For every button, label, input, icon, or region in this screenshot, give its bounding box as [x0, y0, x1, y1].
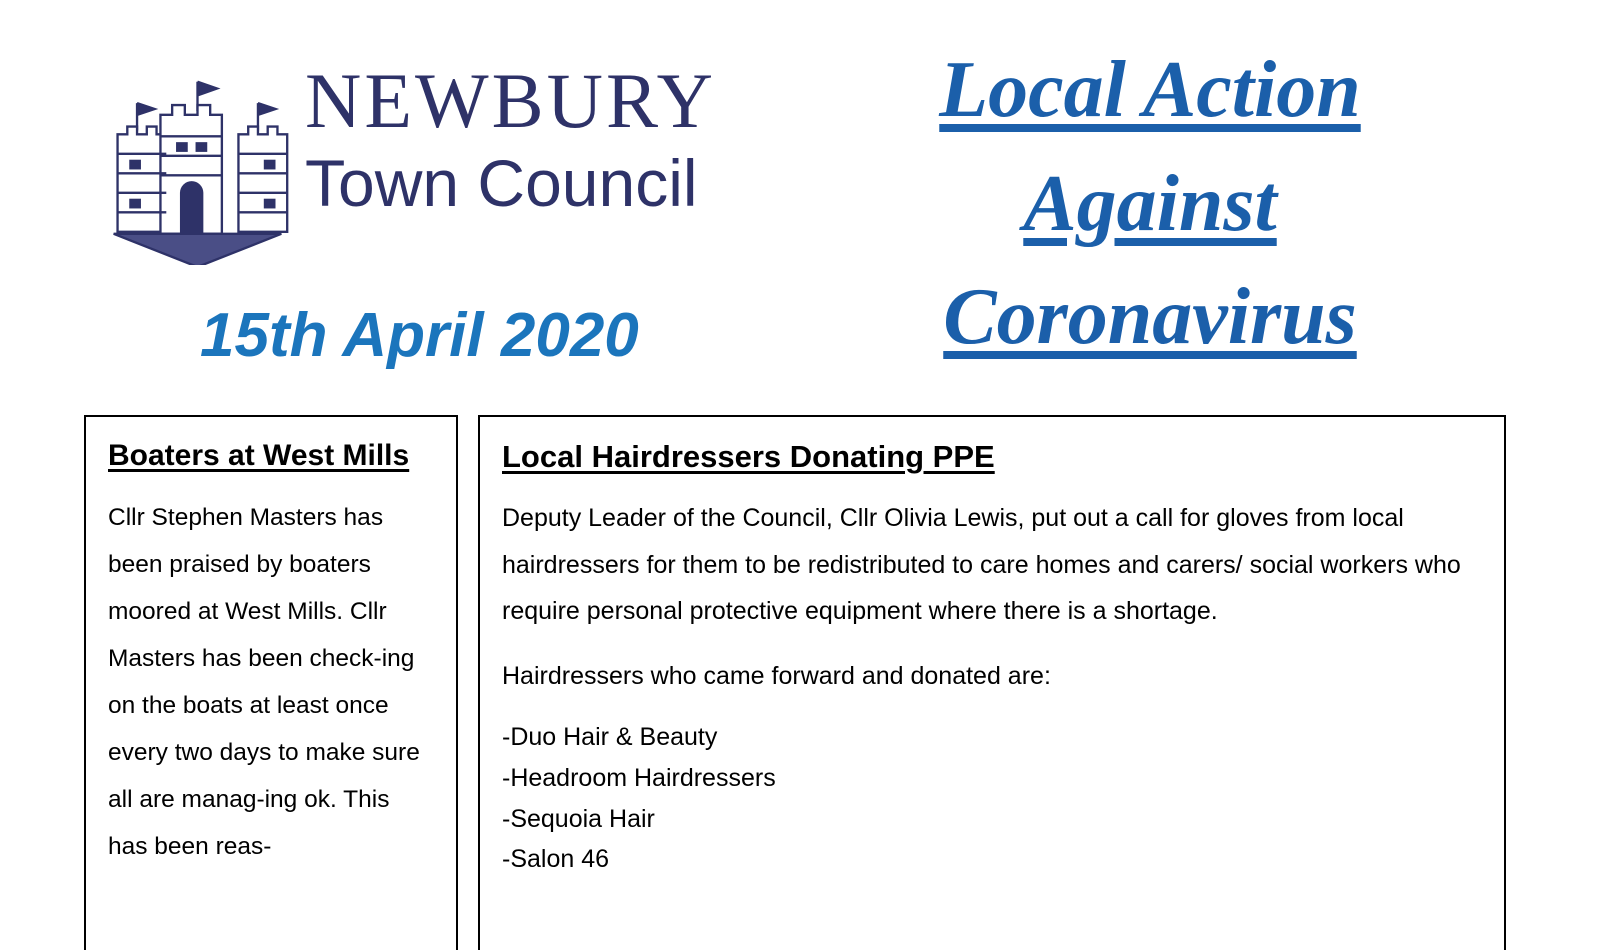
castle-crest-icon	[100, 70, 295, 265]
article-local-hairdressers-donating-ppe	[478, 415, 1506, 950]
masthead-line-3: Coronavirus	[943, 273, 1357, 362]
newsletter-content	[0, 415, 1600, 950]
list-item: -Headroom Hairdressers	[502, 763, 776, 792]
newsletter-header	[0, 0, 1600, 400]
article-title-left: Boaters at West Mills	[108, 439, 410, 472]
article-boaters-at-west-mills	[84, 415, 458, 950]
council-logo	[100, 57, 820, 290]
list-item: -Duo Hair & Beauty	[502, 723, 718, 752]
donor-list	[502, 717, 1482, 880]
wordmark-town-council: Town Council	[305, 145, 698, 220]
wordmark-newbury: NEWBURY	[305, 57, 716, 144]
council-wordmark	[305, 57, 825, 222]
article-title-right: Local Hairdressers Donating PPE	[502, 439, 995, 474]
masthead-title	[830, 34, 1470, 375]
article-body-right-p2: Hairdressers who came forward and donated are:	[502, 661, 1051, 690]
article-body-left: Cllr Stephen Masters has been praised by boaters moored at West Mills. Cllr Masters has been check-ing on the boats at least once every two days to make sure all are manag-ing ok. This has been reas-	[108, 503, 420, 860]
masthead-line-2: Against	[1023, 159, 1277, 248]
article-body-right-p1: Deputy Leader of the Council, Cllr Olivia Lewis, put out a call for gloves from local hairdressers for them to be redistributed to care homes and carers/ social workers who require personal protective equipment where there is a shortage.	[502, 504, 1461, 626]
list-item: -Salon 46	[502, 845, 610, 874]
masthead-line-1: Local Action	[939, 46, 1361, 134]
issue-date: 15th April 2020	[200, 301, 639, 370]
list-item: -Sequoia Hair	[502, 804, 655, 833]
